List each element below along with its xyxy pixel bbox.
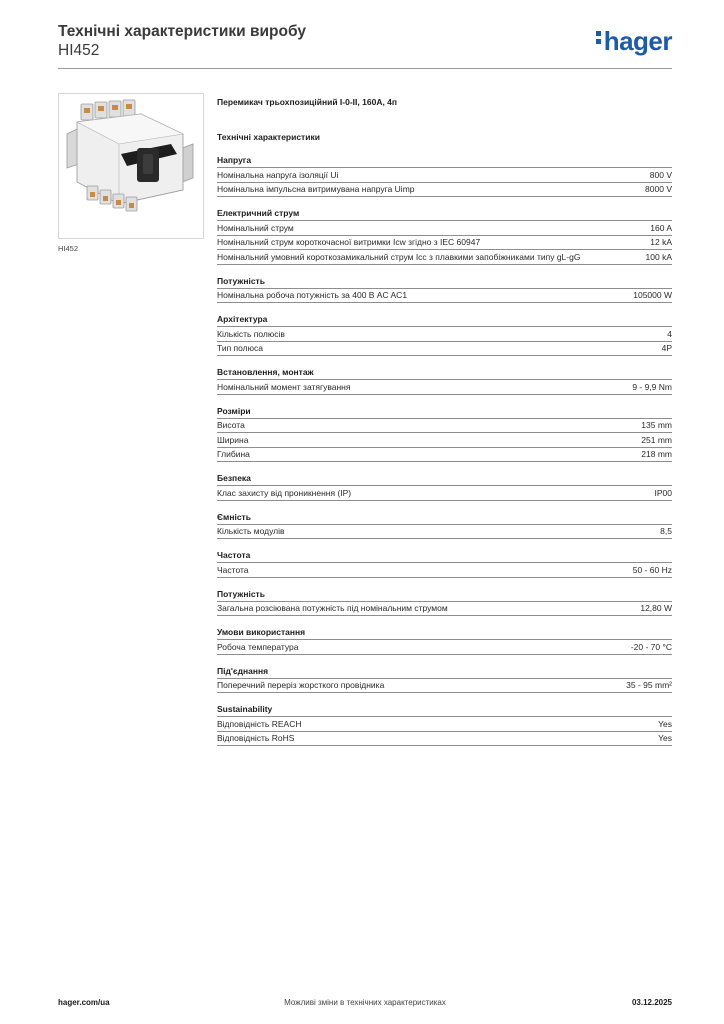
spec-section xyxy=(217,703,672,746)
spec-label: Тип полюса xyxy=(217,343,263,353)
switch-device-icon xyxy=(59,94,203,238)
spec-value: 105000 W xyxy=(633,290,672,300)
header-divider xyxy=(58,68,672,69)
spec-label: Клас захисту від проникнення (IP) xyxy=(217,487,352,498)
product-name: Перемикач трьохпозиційний I-0-II, 160A, 4п xyxy=(217,97,398,107)
image-caption: HI452 xyxy=(58,244,79,253)
spec-row xyxy=(217,250,672,265)
spec-label: Поперечний переріз жорсткого провідника xyxy=(217,680,385,690)
spec-label: Відповідність RoHS xyxy=(217,733,295,743)
section-title: Розміри xyxy=(217,405,672,419)
spec-value: 8000 V xyxy=(645,184,672,194)
section-title: Sustainability xyxy=(217,703,672,717)
spec-value: 35 - 95 mm² xyxy=(626,680,672,690)
spec-section xyxy=(217,405,672,463)
spec-label: Частота xyxy=(217,564,249,575)
logo-dots-icon xyxy=(596,28,602,47)
spec-row xyxy=(217,448,672,463)
spec-label: Ширина xyxy=(217,434,249,445)
footer-date: 03.12.2025 xyxy=(631,998,672,1007)
section-title: Ємність xyxy=(217,511,672,525)
spec-value: 135 mm xyxy=(641,420,672,430)
spec-label: Робоча температура xyxy=(217,641,299,652)
spec-row xyxy=(217,640,672,655)
spec-value: -20 - 70 °C xyxy=(630,641,672,652)
spec-section xyxy=(217,154,672,197)
section-title: Умови використання xyxy=(217,626,672,640)
section-title: Безпека xyxy=(217,472,672,486)
spec-row xyxy=(217,342,672,357)
spec-label: Висота xyxy=(217,420,245,430)
spec-row xyxy=(217,717,672,732)
spec-value: 160 A xyxy=(650,222,672,233)
spec-section xyxy=(217,366,672,395)
spec-label: Глибина xyxy=(217,449,250,459)
hager-logo xyxy=(596,26,672,56)
spec-section xyxy=(217,275,672,304)
spec-value: 251 mm xyxy=(641,434,672,445)
spec-label: Номінальний струм xyxy=(217,222,294,233)
spec-row xyxy=(217,380,672,395)
spec-row xyxy=(217,486,672,501)
footer-note: Можливі зміни в технічних характеристиках xyxy=(284,998,446,1007)
spec-value: 218 mm xyxy=(641,449,672,459)
spec-value: 12 kA xyxy=(650,237,672,247)
spec-section xyxy=(217,207,672,265)
spec-value: IP00 xyxy=(654,487,672,498)
spec-row xyxy=(217,433,672,448)
spec-value: 8,5 xyxy=(660,526,672,536)
spec-row xyxy=(217,679,672,694)
product-image xyxy=(58,93,204,239)
spec-section xyxy=(217,665,672,694)
spec-row xyxy=(217,183,672,198)
spec-row xyxy=(217,525,672,540)
logo-text: hager xyxy=(603,26,672,56)
spec-row xyxy=(217,327,672,342)
spec-label: Номінальний струм короткочасної витримки Icw згідно з IEC 60947 xyxy=(217,237,481,247)
spec-section xyxy=(217,588,672,617)
spec-section xyxy=(217,549,672,578)
spec-label: Номінальна імпульсна витримувана напруга Uimp xyxy=(217,184,415,194)
spec-section xyxy=(217,511,672,540)
section-title: Електричний струм xyxy=(217,207,672,221)
section-title: Під'єднання xyxy=(217,665,672,679)
spec-label: Номінальний момент затягування xyxy=(217,381,351,392)
spec-value: 50 - 60 Hz xyxy=(632,564,672,575)
spec-value: 4P xyxy=(661,343,672,353)
spec-label: Номінальна робоча потужність за 400 В AC AC1 xyxy=(217,290,408,300)
spec-row xyxy=(217,236,672,251)
spec-row xyxy=(217,168,672,183)
spec-row xyxy=(217,221,672,236)
spec-sections xyxy=(217,154,672,746)
section-title: Частота xyxy=(217,549,672,563)
section-title: Архітектура xyxy=(217,313,672,327)
spec-label: Загальна розсіювана потужність під номінальним струмом xyxy=(217,603,448,613)
spec-row xyxy=(217,563,672,578)
spec-content xyxy=(217,96,672,756)
spec-label: Кількість модулів xyxy=(217,526,285,536)
spec-row xyxy=(217,732,672,747)
spec-value: 12,80 W xyxy=(640,603,672,613)
spec-value: 100 kA xyxy=(645,251,672,262)
spec-row xyxy=(217,602,672,617)
spec-value: Yes xyxy=(658,718,672,729)
section-title: Потужність xyxy=(217,275,672,289)
spec-section xyxy=(217,626,672,655)
footer-website: hager.com/ua xyxy=(58,998,110,1007)
section-title: Напруга xyxy=(217,154,672,168)
page-title: Технічні характеристики виробу xyxy=(58,23,306,40)
spec-section xyxy=(217,313,672,356)
spec-value: 800 V xyxy=(649,169,672,180)
spec-value: Yes xyxy=(658,733,672,743)
spec-value: 9 - 9,9 Nm xyxy=(632,381,672,392)
tech-specs-heading: Технічні характеристики xyxy=(217,132,320,142)
spec-label: Кількість полюсів xyxy=(217,328,285,339)
spec-row xyxy=(217,419,672,434)
section-title: Встановлення, монтаж xyxy=(217,366,672,380)
spec-label: Номінальний умовний короткозамикальний струм Icc з плавкими запобіжниками типу gL-gG xyxy=(217,251,581,262)
spec-row xyxy=(217,289,672,304)
section-title: Потужність xyxy=(217,588,672,602)
product-reference: HI452 xyxy=(58,42,100,59)
spec-value: 4 xyxy=(667,328,672,339)
page-header xyxy=(58,22,672,60)
spec-section xyxy=(217,472,672,501)
spec-label: Номінальна напруга ізоляції Ui xyxy=(217,169,339,180)
spec-label: Відповідність REACH xyxy=(217,718,302,729)
